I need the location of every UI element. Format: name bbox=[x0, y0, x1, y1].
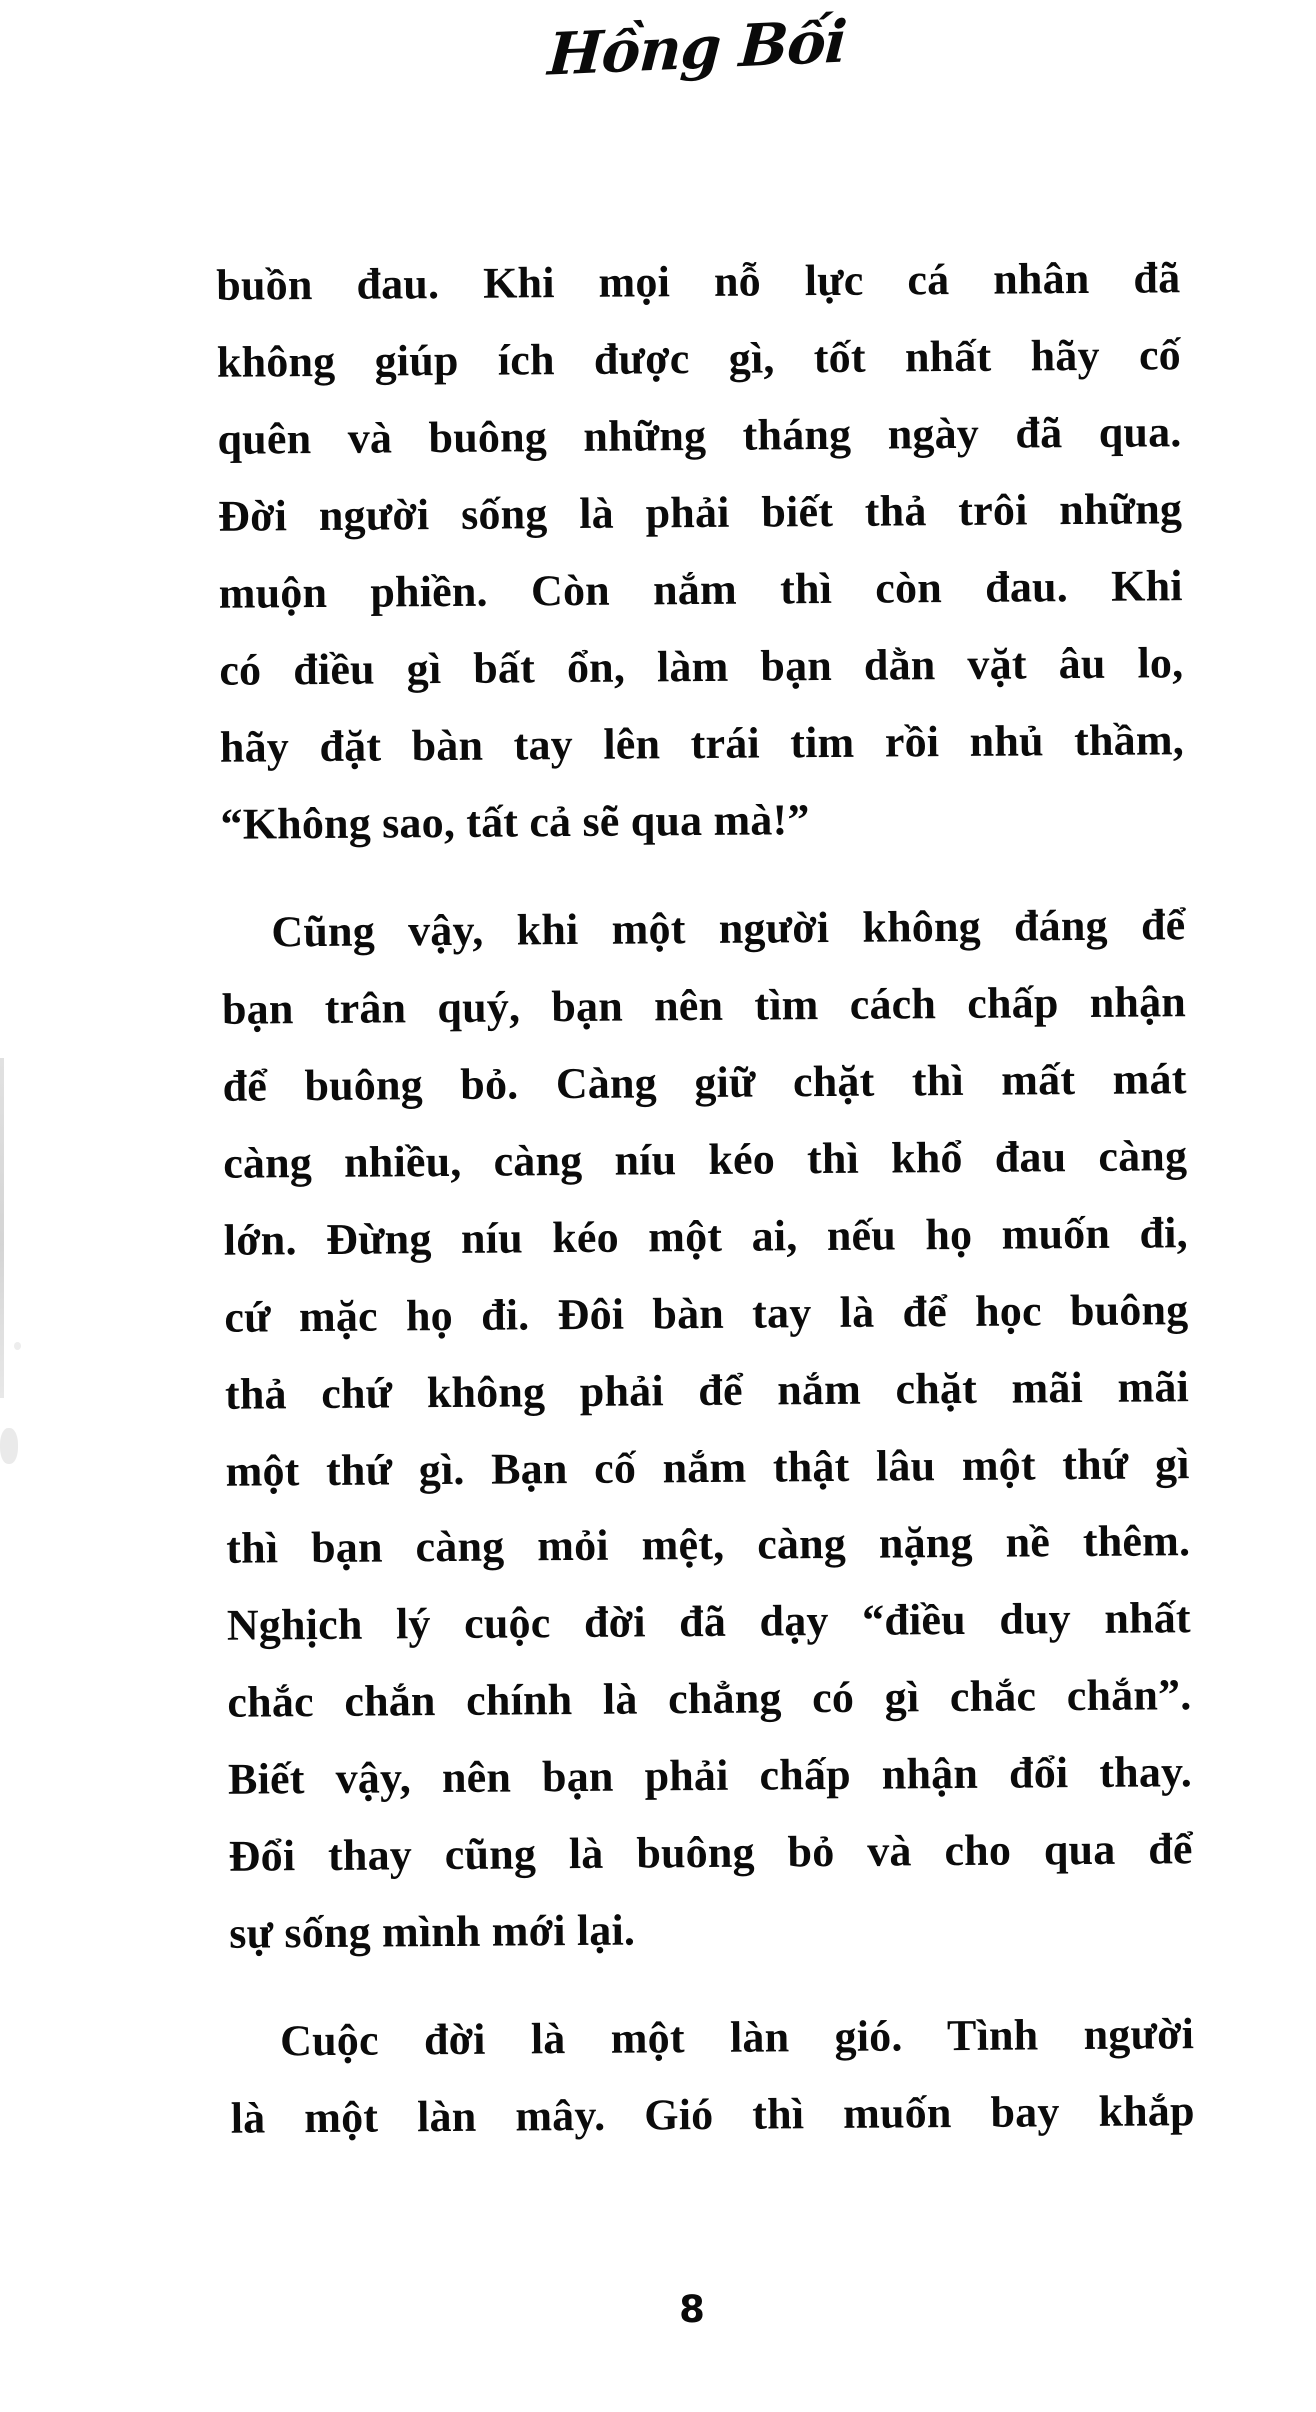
scan-artifact-streak bbox=[0, 1058, 4, 1398]
text-line: Cuộc đời là một làn gió. Tình người bbox=[279, 2009, 1195, 2066]
text-line: Biết vậy, nên bạn phải chấp nhận đổi thay. bbox=[227, 1747, 1193, 1804]
text-line: có điều gì bất ổn, làm bạn dằn vặt âu lo, bbox=[219, 638, 1184, 695]
page-body bbox=[216, 239, 1195, 2157]
text-line: muộn phiền. Còn nắm thì còn đau. Khi bbox=[218, 561, 1183, 618]
text-line: quên và buông những tháng ngày đã qua. bbox=[217, 407, 1182, 464]
text-line: càng nhiều, càng níu kéo thì khổ đau càng bbox=[223, 1131, 1188, 1188]
text-line: cứ mặc họ đi. Đôi bàn tay là để học buông bbox=[224, 1285, 1189, 1342]
paragraph-1 bbox=[216, 239, 1185, 863]
scan-artifact-smudge bbox=[0, 1428, 18, 1464]
text-line: thì bạn càng mỏi mệt, càng nặng nề thêm. bbox=[226, 1516, 1191, 1573]
text-line: chắc chắn chính là chẳng có gì chắc chắn”. bbox=[227, 1670, 1192, 1727]
text-line: Đời người sống là phải biết thả trôi những bbox=[217, 484, 1183, 541]
paragraph-2 bbox=[221, 886, 1193, 1972]
text-line: không giúp ích được gì, tốt nhất hãy cố bbox=[216, 330, 1182, 387]
scan-artifact-speck bbox=[14, 1342, 21, 1350]
text-line: để buông bỏ. Càng giữ chặt thì mất mát bbox=[222, 1054, 1187, 1111]
text-line: lớn. Đừng níu kéo một ai, nếu họ muốn đi, bbox=[223, 1208, 1188, 1265]
text-line: “Không sao, tất cả sẽ qua mà!” bbox=[220, 795, 810, 849]
page-number: 8 bbox=[679, 2288, 705, 2331]
text-line: Đổi thay cũng là buông bỏ và cho qua để bbox=[228, 1824, 1193, 1881]
text-line: Cũng vậy, khi một người không đáng để bbox=[271, 900, 1186, 957]
text-line: một thứ gì. Bạn cố nắm thật lâu một thứ gì bbox=[225, 1439, 1190, 1496]
running-header bbox=[0, 7, 1316, 89]
author-signature-text: Hồng Bối bbox=[545, 7, 849, 89]
paragraph-3 bbox=[230, 1995, 1195, 2157]
text-line: sự sống mình mới lại. bbox=[229, 1905, 636, 1958]
text-line: là một làn mây. Gió thì muốn bay khắp bbox=[230, 2086, 1195, 2143]
text-line: bạn trân quý, bạn nên tìm cách chấp nhận bbox=[221, 977, 1187, 1034]
text-line: thả chứ không phải để nắm chặt mãi mãi bbox=[224, 1362, 1190, 1419]
text-line: Nghịch lý cuộc đời đã dạy “điều duy nhất bbox=[226, 1593, 1192, 1650]
text-line: hãy đặt bàn tay lên trái tim rồi nhủ thầm, bbox=[219, 715, 1185, 772]
text-line: buồn đau. Khi mọi nỗ lực cá nhân đã bbox=[216, 253, 1181, 310]
